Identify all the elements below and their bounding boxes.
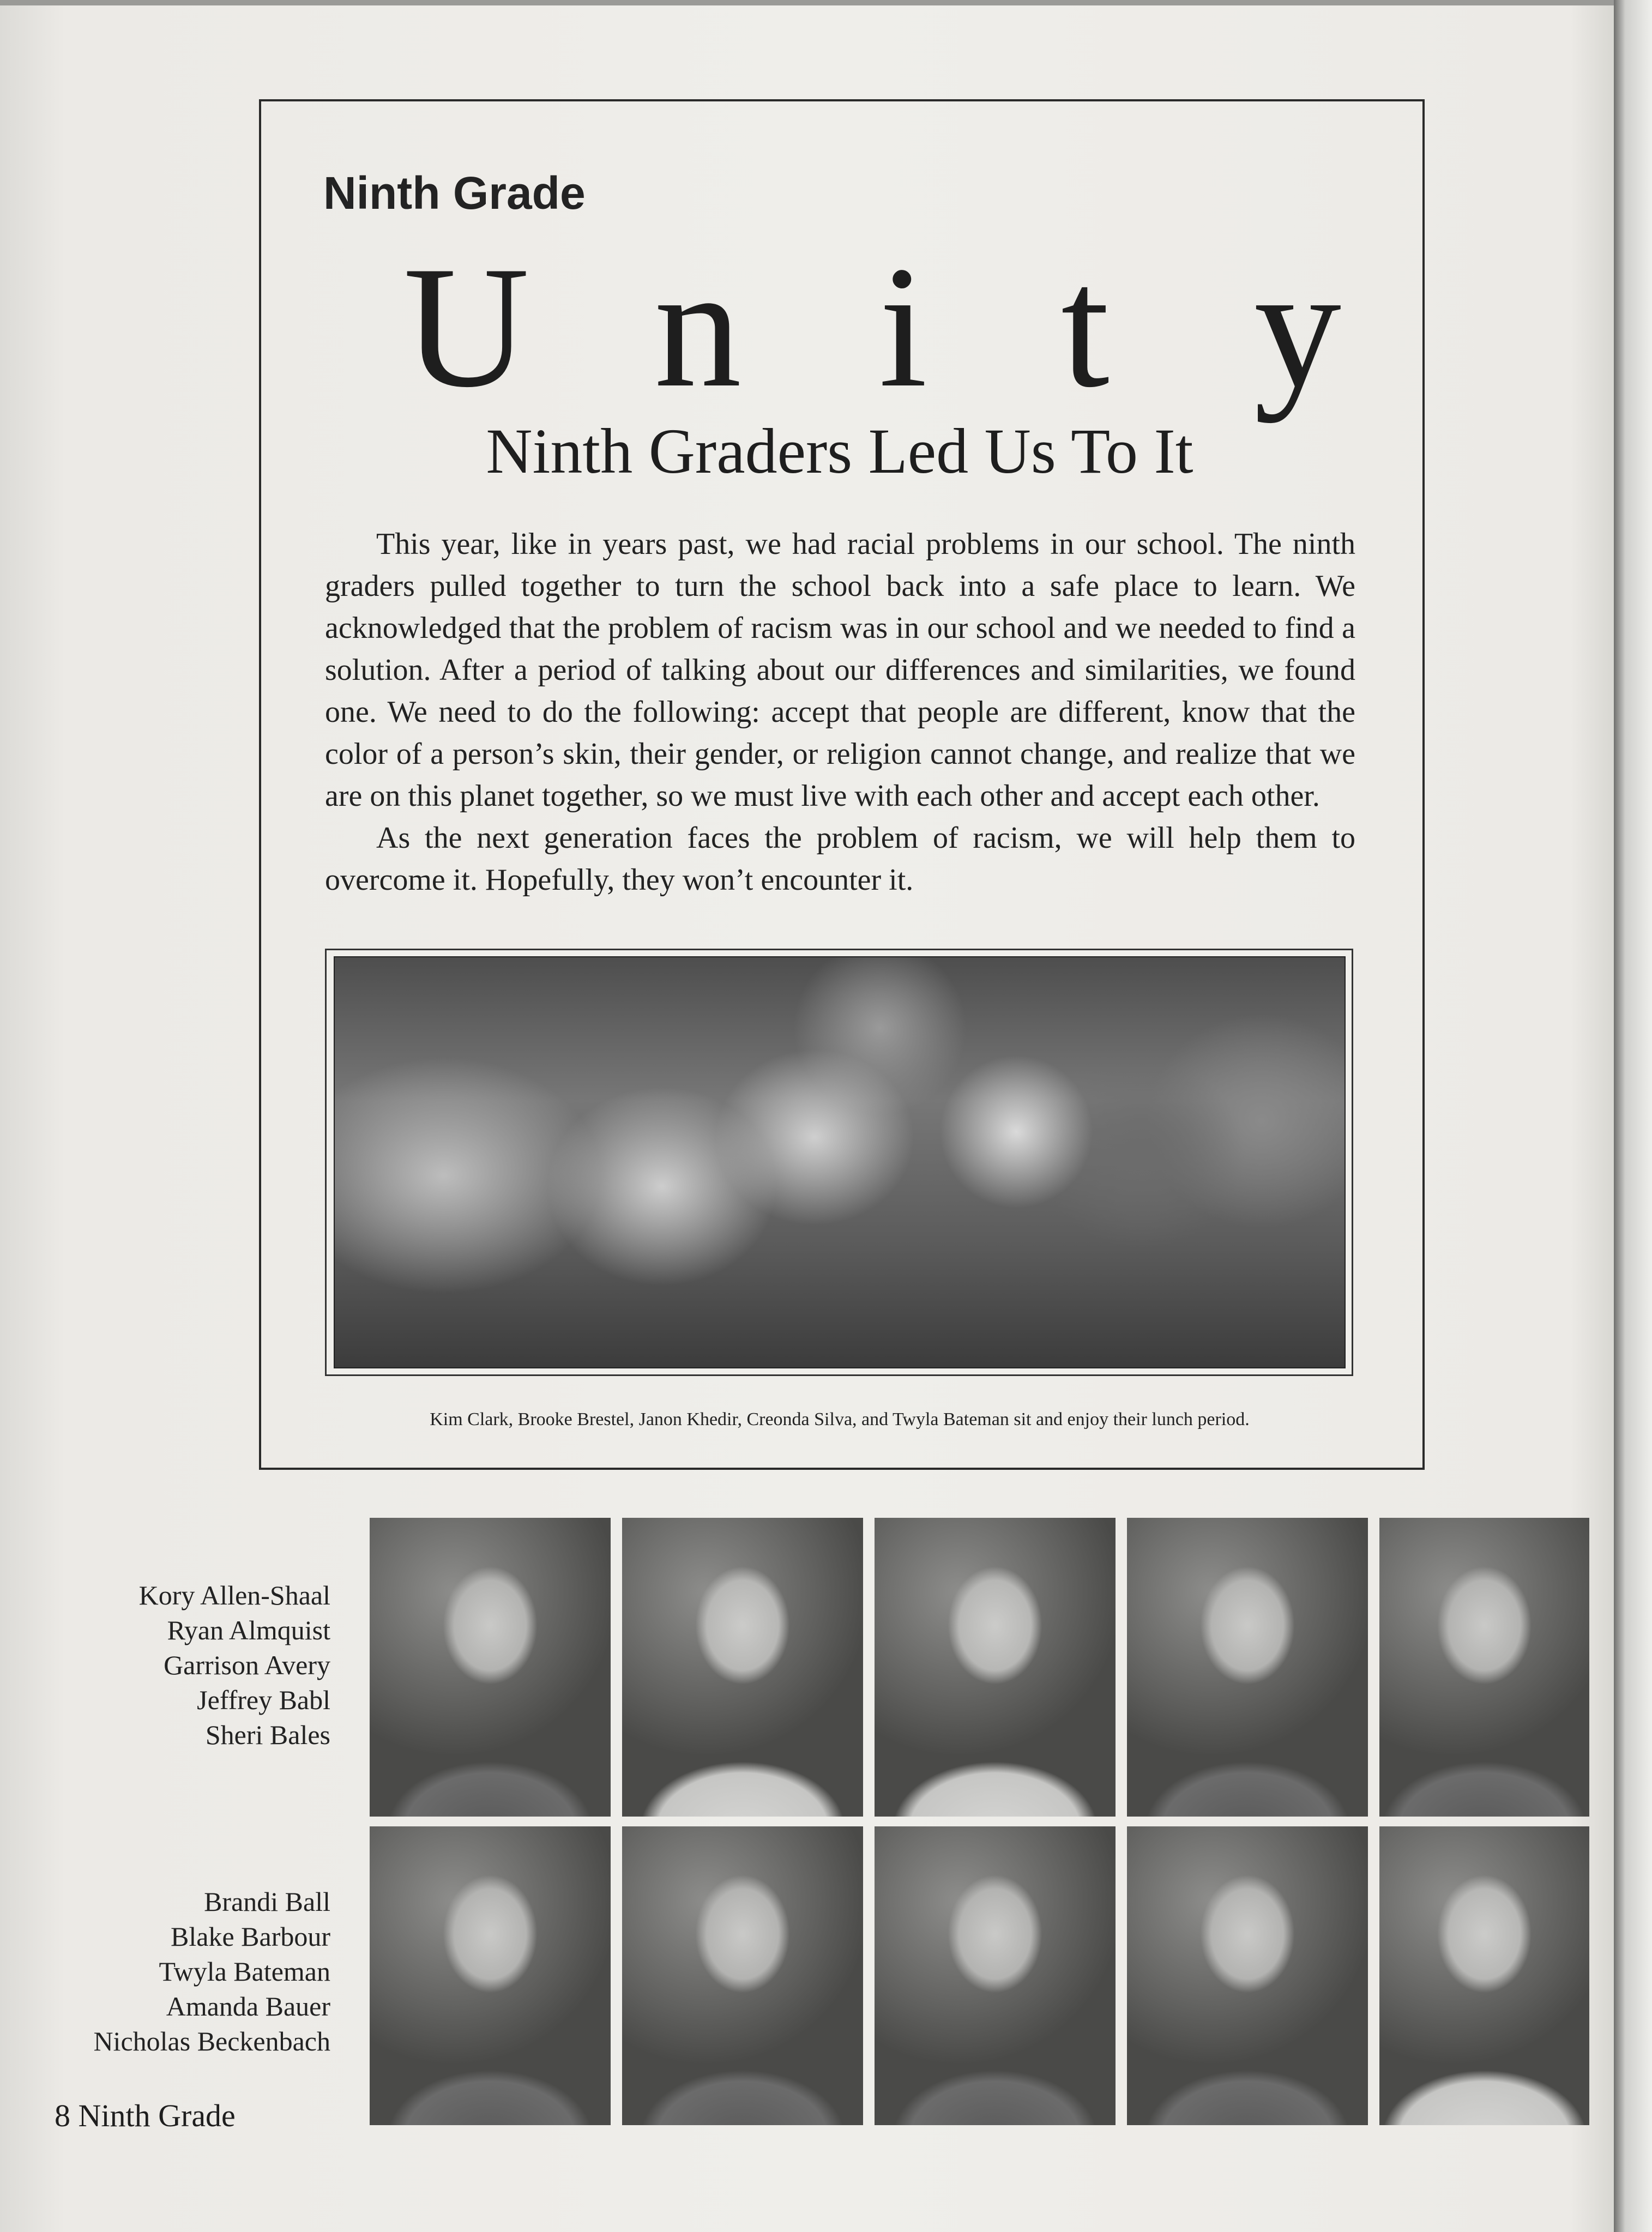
student-portrait bbox=[1379, 1518, 1589, 1817]
student-portrait bbox=[370, 1826, 611, 2125]
student-name: Blake Barbour bbox=[171, 1921, 330, 1952]
story-paragraph: This year, like in years past, we had racial problems in our school. The ninth graders pulled together to turn the school back into a safe place to learn. We acknowledged that the problem of racism was in our school and we needed to find a solution. After a period of talking about our differences and similarities, we found one. We need to do the following: accept that people are different, know that the color of a person’s skin, their gender, or religion cannot change, and realize that we are on this planet together, so we must live with each other and accept each other. bbox=[325, 527, 1355, 813]
student-portrait bbox=[875, 1518, 1116, 1817]
headline-subtitle: Ninth Graders Led Us To It bbox=[486, 415, 1193, 487]
student-name: Brandi Ball bbox=[204, 1886, 330, 1917]
student-name: Jeffrey Babl bbox=[197, 1685, 330, 1715]
page-top-edge bbox=[0, 0, 1652, 5]
student-portrait bbox=[1127, 1518, 1368, 1817]
title-letter-i: i bbox=[879, 231, 927, 424]
section-kicker: Ninth Grade bbox=[323, 167, 586, 219]
student-name: Nicholas Beckenbach bbox=[93, 2026, 330, 2056]
student-name: Kory Allen-Shaal bbox=[138, 1580, 330, 1610]
page-folio: 8 Ninth Grade bbox=[55, 2098, 236, 2133]
title-letter-y: y bbox=[1254, 231, 1341, 424]
photo-caption: Kim Clark, Brooke Brestel, Janon Khedir, Creonda Silva, and Twyla Bateman sit and enjoy their lunch period. bbox=[430, 1409, 1250, 1429]
name-list-row-2 bbox=[22, 1884, 330, 2059]
student-portrait bbox=[1379, 1826, 1589, 2125]
student-portrait bbox=[1127, 1826, 1368, 2125]
student-portrait bbox=[370, 1518, 611, 1817]
title-letter-u: U bbox=[403, 231, 530, 424]
student-portrait bbox=[622, 1518, 863, 1817]
story-body bbox=[325, 523, 1355, 901]
page-binding-edge bbox=[1614, 0, 1652, 2232]
student-portrait bbox=[875, 1826, 1116, 2125]
student-name: Amanda Bauer bbox=[166, 1991, 330, 2022]
title-letter-t: t bbox=[1061, 231, 1110, 424]
group-photo bbox=[334, 956, 1346, 1368]
title-letter-n: n bbox=[654, 231, 741, 424]
story-paragraph: As the next generation faces the problem of racism, we will help them to overcome it. Hopefully, they won’t encounter it. bbox=[325, 821, 1355, 897]
student-name: Ryan Almquist bbox=[167, 1615, 330, 1645]
student-name: Garrison Avery bbox=[164, 1650, 330, 1680]
student-portrait bbox=[622, 1826, 863, 2125]
student-name: Sheri Bales bbox=[205, 1720, 330, 1750]
student-name: Twyla Bateman bbox=[159, 1956, 330, 1987]
name-list-row-1 bbox=[22, 1578, 330, 1752]
